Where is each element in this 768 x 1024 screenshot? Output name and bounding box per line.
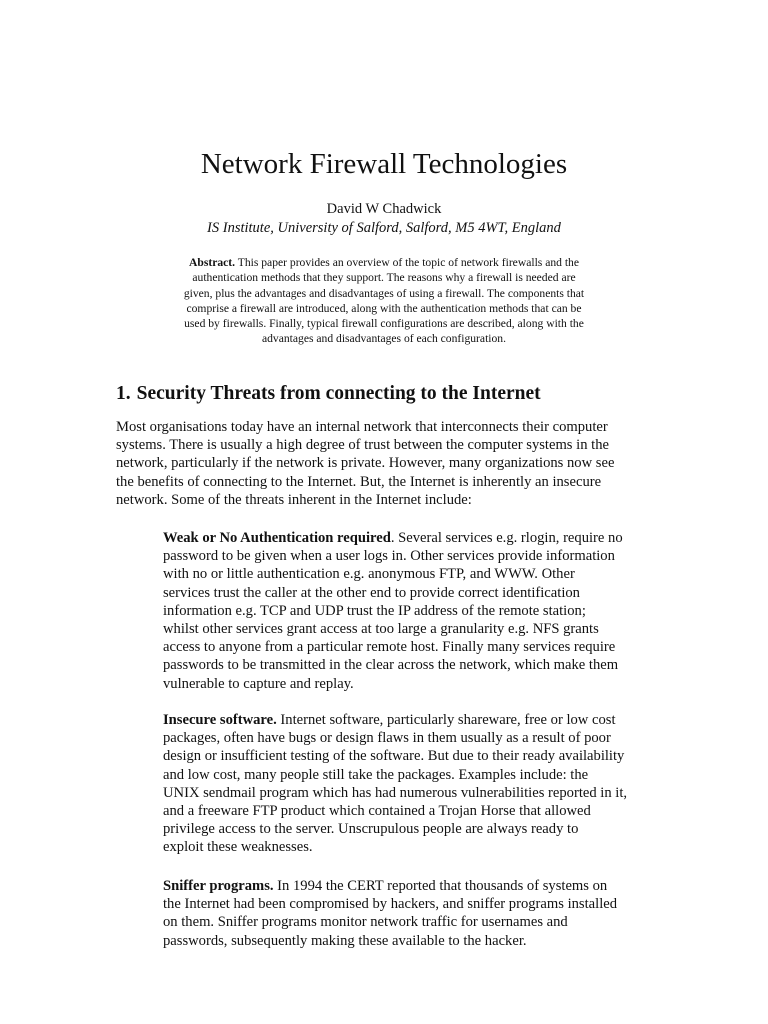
paragraph-line: passwords to be transmitted in the clear across the network, which make them — [163, 657, 619, 674]
threat-sniffer-programs — [163, 877, 665, 950]
threat-insecure-software — [163, 711, 665, 857]
paragraph-line: network, particularly if the network is private. However, many organizations now see — [116, 455, 615, 472]
paper-title: Network Firewall Technologies — [200, 148, 568, 180]
paragraph-line — [163, 877, 665, 895]
paragraph-line: whilst other services grant access at too large a granularity e.g. NFS grants — [163, 621, 599, 638]
paragraph-line — [163, 529, 665, 547]
abstract-text: This paper provides an overview of the topic of network firewalls and the — [235, 256, 579, 269]
paragraph-line: network. Some of the threats inherent in the Internet include: — [116, 491, 472, 508]
abstract — [150, 255, 618, 347]
paragraph-line: on them. Sniffer programs monitor network traffic for usernames and — [163, 914, 568, 931]
section-number: 1. — [116, 383, 131, 404]
paragraph-line: and low cost, many people still take the packages. Examples include: the — [163, 766, 589, 783]
paragraph-line: systems. There is usually a high degree of trust between the computer systems in the — [116, 437, 609, 454]
paragraph-line: the Internet had been compromised by hackers, and sniffer programs installed — [163, 896, 618, 913]
abstract-line — [150, 255, 618, 270]
author-affiliation: IS Institute, University of Salford, Salford, M5 4WT, England — [207, 220, 561, 236]
author-name: David W Chadwick — [326, 201, 442, 217]
paragraph-line: and a freeware FTP product which contained a Trojan Horse that allowed — [163, 803, 591, 820]
threat-text: In 1994 the CERT reported that thousands of systems on — [273, 878, 608, 894]
paragraph-line: UNIX sendmail program which has had numerous vulnerabilities reported in it, — [163, 784, 628, 801]
threat-weak-authentication — [163, 529, 665, 693]
paragraph-line: with no or little authentication e.g. anonymous FTP, and WWW. Other — [163, 566, 575, 583]
threat-term: Weak or No Authentication required — [163, 530, 391, 546]
abstract-line: given, plus the advantages and disadvantages of using a firewall. The components that — [183, 286, 585, 300]
paragraph-line: Most organisations today have an internal network that interconnects their computer — [116, 419, 608, 435]
paragraph-line: exploit these weaknesses. — [163, 839, 313, 856]
paragraph-line: services trust the caller at the other end to provide correct identification — [163, 584, 580, 601]
abstract-label: Abstract. — [189, 256, 236, 269]
paragraph-line: information e.g. TCP and UDP trust the IP address of the remote station; — [163, 602, 586, 619]
threat-term: Insecure software. — [163, 712, 277, 728]
paragraph-line: privilege access to the server. Unscrupulous people are always ready to — [163, 821, 579, 838]
section-heading — [116, 381, 541, 407]
threat-term: Sniffer programs. — [163, 878, 274, 894]
abstract-line: authentication methods that they support. The reasons why a firewall is needed are — [192, 271, 576, 285]
intro-paragraph — [116, 418, 656, 509]
abstract-line: comprise a firewall are introduced, along with the authentication methods that can be — [186, 301, 582, 315]
paragraph-line: vulnerable to capture and replay. — [163, 675, 354, 692]
threat-text: . Several services e.g. rlogin, require no — [390, 530, 623, 546]
threat-text: Internet software, particularly shareware, free or low cost — [276, 712, 616, 728]
paragraph-line — [163, 711, 665, 729]
paragraph-line: the benefits of connecting to the Internet. But, the Internet is inherently an insecure — [116, 473, 602, 490]
section-title: Security Threats from connecting to the Internet — [136, 383, 541, 404]
paragraph-line: packages, often have bugs or design flaws in them usually as a result of poor — [163, 730, 611, 747]
paragraph-line: design or insufficient testing of the software. But due to their ready availability — [163, 748, 625, 765]
abstract-line: used by firewalls. Finally, typical firewall configurations are described, along with the — [184, 317, 584, 331]
paragraph-line: access to anyone from a particular remote host. Finally many services require — [163, 639, 616, 656]
abstract-line: advantages and disadvantages of each configuration. — [261, 332, 507, 346]
paragraph-line: passwords, subsequently making these available to the hacker. — [163, 932, 527, 949]
paragraph-line: password to be given when a user logs in. Other services provide information — [163, 548, 615, 565]
